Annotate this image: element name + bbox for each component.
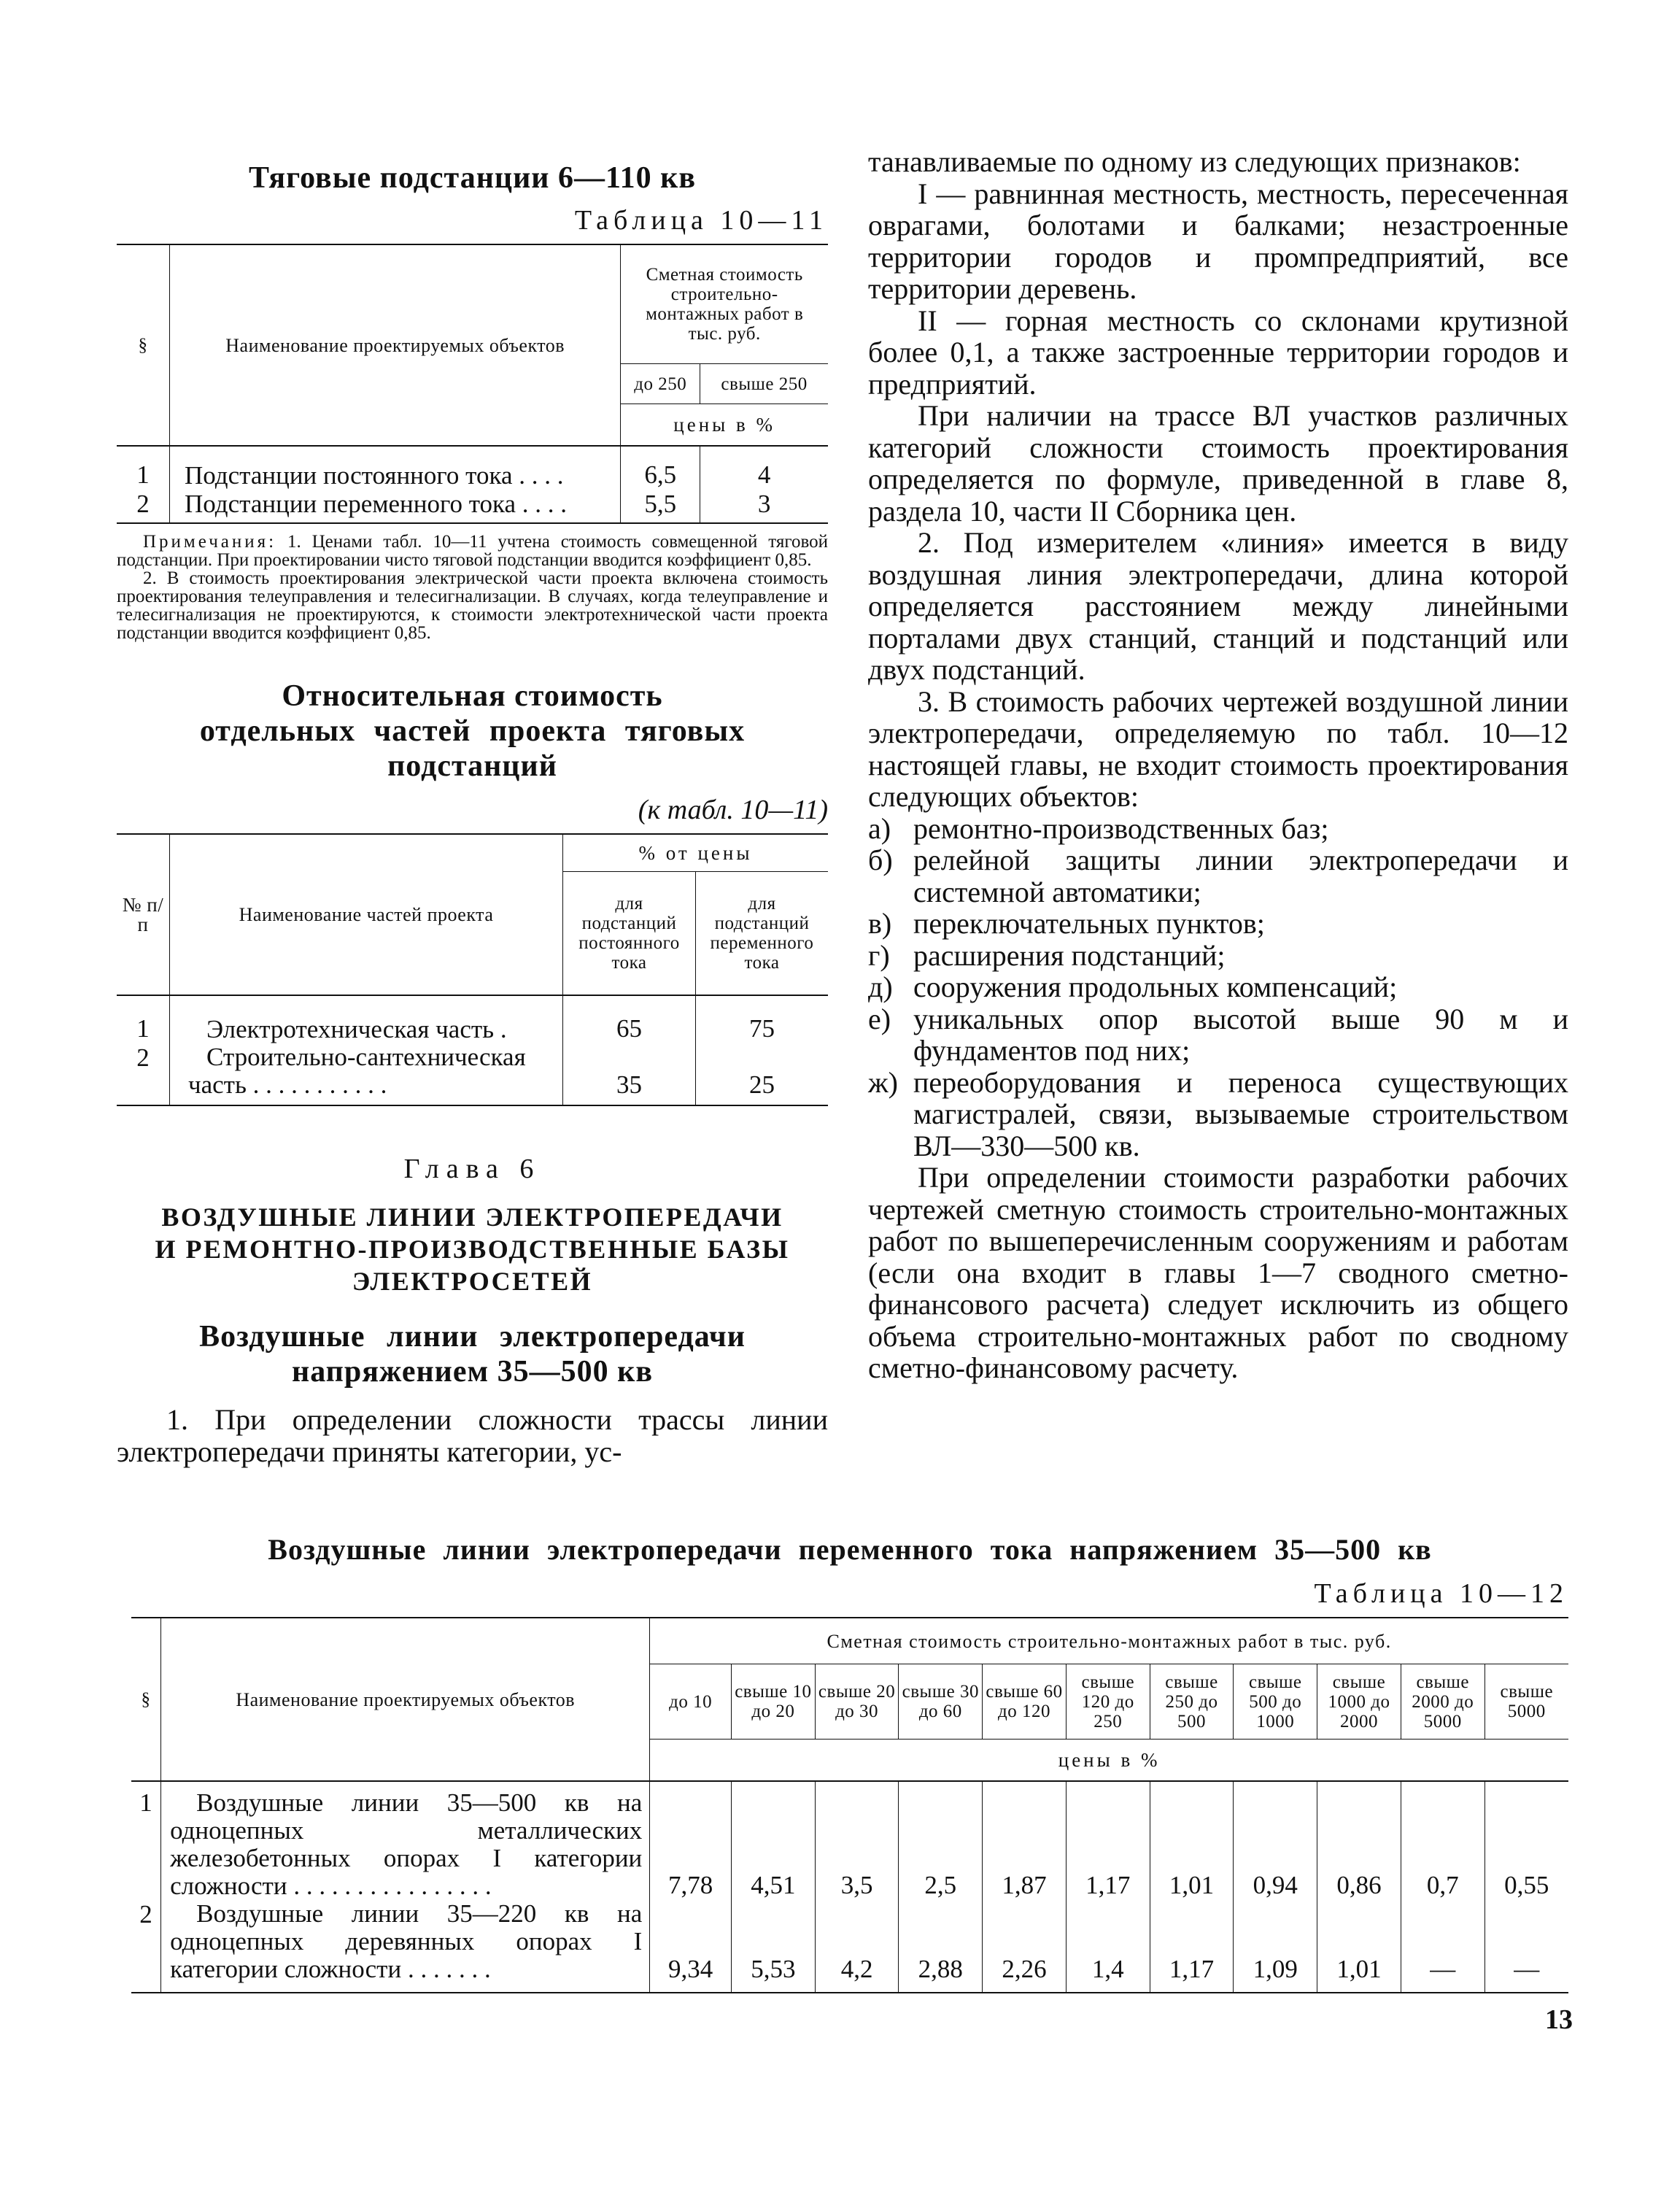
rel-table-col-ac: для подстанций переменного тока (696, 872, 829, 996)
rel-table-row-2-num: 2 (117, 1043, 170, 1105)
table-12-row-2-v4: 2,88 (899, 1900, 983, 1993)
table-11-col-over: свыше 250 (700, 364, 828, 404)
rel-table-row-1-name: Электротехническая часть . (170, 995, 563, 1043)
chapter-title-1: ВОЗДУШНЫЕ ЛИНИИ ЭЛЕКТРОПЕРЕДАЧИ (161, 1202, 783, 1232)
right-column (868, 146, 1568, 1384)
table-12-range-1: до 10 (650, 1664, 732, 1740)
rel-table-col-num: № п/п (117, 834, 170, 995)
table-12-row-1-num: 1 (131, 1781, 161, 1900)
rel-table-heading-3: подстанций (387, 749, 557, 783)
table-12-row-2-v8: 1,09 (1234, 1900, 1317, 1993)
rel-table-row-2-ac: 25 (749, 1070, 775, 1099)
rel-table-heading-2: отдельных частей проекта тяговых (199, 714, 746, 748)
table-12-range-6: свыше 120 до 250 (1066, 1664, 1150, 1740)
table-12-range-7: свыше 250 до 500 (1150, 1664, 1234, 1740)
rel-table-col-name: Наименование частей проекта (170, 834, 563, 995)
table-11-row-2-a: 5,5 (621, 490, 700, 523)
rel-table (117, 833, 828, 1106)
rel-table-row-1-ac: 75 (696, 995, 829, 1043)
page-number: 13 (1545, 2004, 1573, 2035)
rel-table-col-dc: для подстанций постоянного тока (563, 872, 696, 996)
list-item: а) ремонтно-производственных баз; (868, 811, 1329, 845)
table-12-range-10: свыше 2000 до 5000 (1401, 1664, 1484, 1740)
table-12-row-1-name: Воздушные линии 35—500 кв на одноцепных металлических железобетонных опорах I категории сложности . . . . . . . . . . . . . . . . (161, 1781, 650, 1900)
table-12-row-1-v5: 1,87 (983, 1781, 1067, 1900)
rel-table-row-2-dc: 35 (563, 1043, 696, 1105)
table-11-row-1-b: 4 (700, 446, 828, 490)
table-12-range-4: свыше 30 до 60 (899, 1664, 983, 1740)
note-1: 1. Ценами табл. 10—11 учтена стоимость совмещенной тяговой подстанции. При проектировании чисто тяговой подстанции вводится коэффициент 0,85. (117, 532, 828, 570)
table-12-row-2-v5: 2,26 (983, 1900, 1067, 1993)
table-11-label: Таблица 10—11 (574, 205, 828, 236)
table-12-row-2-v3: 4,2 (815, 1900, 899, 1993)
table-11-col-prices: цены в % (621, 404, 828, 447)
list-item: б) релейной защиты линии электропередачи и системной автоматики; (868, 843, 1568, 908)
table-12-row-1-v2: 4,51 (731, 1781, 815, 1900)
table-12-row-2-v6: 1,4 (1066, 1900, 1150, 1993)
table-11-col-to: до 250 (621, 364, 700, 404)
table-11-row-2-num: 2 (117, 490, 170, 523)
table-12-row-1-v6: 1,17 (1066, 1781, 1150, 1900)
table-12-row-2-v2: 5,53 (731, 1900, 815, 1993)
chapter-title-3: ЭЛЕКТРОСЕТЕЙ (352, 1267, 593, 1296)
table-12-row-1-v10: 0,7 (1401, 1781, 1484, 1900)
chapter-subtitle-1: Воздушные линии электропередачи (199, 1320, 746, 1354)
table-11-col-cost: Сметная стоимость строительно-монтажных работ в тыс. руб. (646, 265, 804, 344)
table-11-col-name: Наименование проектируемых объектов (170, 244, 621, 446)
table-12-row-2-v1: 9,34 (650, 1900, 732, 1993)
table-12-row-2-v11: — (1514, 1955, 1540, 1983)
table-12-col-section: § (131, 1618, 161, 1781)
list-item: ж) переоборудования и переноса существующих магистралей, связи, вызываемые строительством ВЛ—330—500 кв. (868, 1065, 1568, 1162)
table-12-range-3: свыше 20 до 30 (815, 1664, 899, 1740)
table-11 (117, 244, 828, 524)
table-12-row-1-v8: 0,94 (1234, 1781, 1317, 1900)
table-12-row-1-v1: 7,78 (650, 1781, 732, 1900)
list-item: д) сооружения продольных компенсаций; (868, 970, 1398, 1003)
exclusion-list (868, 813, 1568, 1162)
right-para-2: I — равнинная местность, местность, пересеченная оврагами, болотами и балками; незастроенные территории городов и промпредприятий, все территории деревень. (868, 177, 1568, 305)
table-12-col-cost: Сметная стоимость строительно-монтажных работ в тыс. руб. (827, 1630, 1392, 1652)
rel-table-ref: (к табл. 10—11) (638, 795, 828, 825)
table-12-range-5: свыше 60 до 120 (983, 1664, 1067, 1740)
table-12-heading: Воздушные линии электропередачи переменного тока напряжением 35—500 кв (268, 1533, 1432, 1566)
rel-table-row-2-name-1: Строительно-сантехническая (206, 1043, 526, 1071)
rel-table-row-2-name-2: часть . . . . . . . . . . . (188, 1070, 387, 1099)
chapter-para-1: 1. При определении сложности трассы линии электропередачи приняты категории, ус- (117, 1403, 828, 1468)
table-11-col-section: § (117, 244, 170, 446)
table-12-row-2-name: Воздушные линии 35—220 кв на одноцепных деревянных опорах I категории сложности . . . . . . . (161, 1900, 650, 1993)
table-11-row-2-name: Подстанции переменного тока . . . . (170, 490, 621, 523)
table-12-range-8: свыше 500 до 1000 (1234, 1664, 1317, 1740)
table-12-range-11: свыше 5000 (1484, 1664, 1568, 1740)
table-12-row-2-v10: — (1401, 1900, 1484, 1993)
table-11-row-1-name: Подстанции постоянного тока . . . . (170, 446, 621, 490)
table-12-row-1-v7: 1,01 (1150, 1781, 1234, 1900)
table-12-row-1-v11: 0,55 (1484, 1781, 1568, 1900)
left-column (117, 146, 828, 1467)
table-12-col-name: Наименование проектируемых объектов (161, 1618, 650, 1781)
table-12-label: Таблица 10—12 (1314, 1578, 1568, 1609)
table-12-row-1-v4: 2,5 (899, 1781, 983, 1900)
chapter-title-2: И РЕМОНТНО-ПРОИЗВОДСТВЕННЫЕ БАЗЫ (155, 1235, 790, 1264)
table-12 (131, 1617, 1568, 1993)
right-para-5: 2. Под измерителем «линия» имеется в виду воздушная линия электропередачи, длина которой определяется расстоянием между линейными порталами двух станций, станций и подстанций или двух подстанций. (868, 526, 1568, 686)
right-para-3: II — горная местность со склонами крутизной более 0,1, а также застроенные территории городов и предприятий. (868, 304, 1568, 401)
rel-table-row-2-name (170, 1043, 563, 1105)
table-12-range-9: свыше 1000 до 2000 (1317, 1664, 1401, 1740)
table-12-row-2-num: 2 (131, 1900, 161, 1993)
chapter-subtitle-2: напряжением 35—500 кв (292, 1355, 653, 1389)
rel-table-row-1-num: 1 (117, 995, 170, 1043)
chapter-label: Глава 6 (403, 1154, 541, 1184)
note-2: 2. В стоимость проектирования электрической части проекта включена стоимость проектирования телеуправления и телесигнализации. В случаях, когда телеуправление и телесигнализация не проектируются, к стоимости электротехнической части проекта подстанции вводится коэффициент 0,85. (117, 568, 828, 643)
right-para-4: При наличии на трассе ВЛ участков различных категорий сложности стоимость проектирования определяется по формуле, приведенной в главе 8, раздела 10, части II Сборника цен. (868, 399, 1568, 528)
list-item: г) расширения подстанций; (868, 938, 1226, 972)
right-para-6: 3. В стоимость рабочих чертежей воздушной линии электропередачи, определяемую по табл. 10—12 настоящей главы, не входит стоимость проектирования следующих объектов: (868, 684, 1568, 813)
right-para-7: При определении стоимости разработки рабочих чертежей сметную стоимость строительно-монтажных работ по вышеперечисленным сооружениям и работам (если она входит в главы 1—7 сводного сметно-финансового расчета) следует исключить из общего объема строительно-монтажных работ по сводному сметно-финансовому расчету. (868, 1161, 1568, 1384)
rel-table-col-pct: % от цены (638, 841, 753, 864)
table-11-row-1-num: 1 (117, 446, 170, 490)
list-item: в) переключательных пунктов; (868, 907, 1265, 940)
rel-table-heading-1: Относительная стоимость (282, 679, 663, 713)
notes-title: Примечания: (143, 532, 277, 552)
table-12-row-2-v9: 1,01 (1317, 1900, 1401, 1993)
table-12-row-1-v9: 0,86 (1317, 1781, 1401, 1900)
table-11-row-2-b: 3 (757, 490, 771, 518)
right-para-1: танавливаемые по одному из следующих признаков: (868, 145, 1521, 178)
table-11-heading: Тяговые подстанции 6—110 кв (248, 161, 697, 195)
rel-table-row-1-dc: 65 (563, 995, 696, 1043)
table-12-col-prices: цены в % (650, 1740, 1568, 1782)
table-12-range-2: свыше 10 до 20 (731, 1664, 815, 1740)
list-item: е) уникальных опор высотой выше 90 м и фундаментов под них; (868, 1002, 1568, 1067)
table-12-row-2-v7: 1,17 (1150, 1900, 1234, 1993)
table-12-row-1-v3: 3,5 (815, 1781, 899, 1900)
table-12-block (131, 1532, 1568, 1993)
table-11-notes (117, 533, 828, 642)
table-11-row-1-a: 6,5 (621, 446, 700, 490)
